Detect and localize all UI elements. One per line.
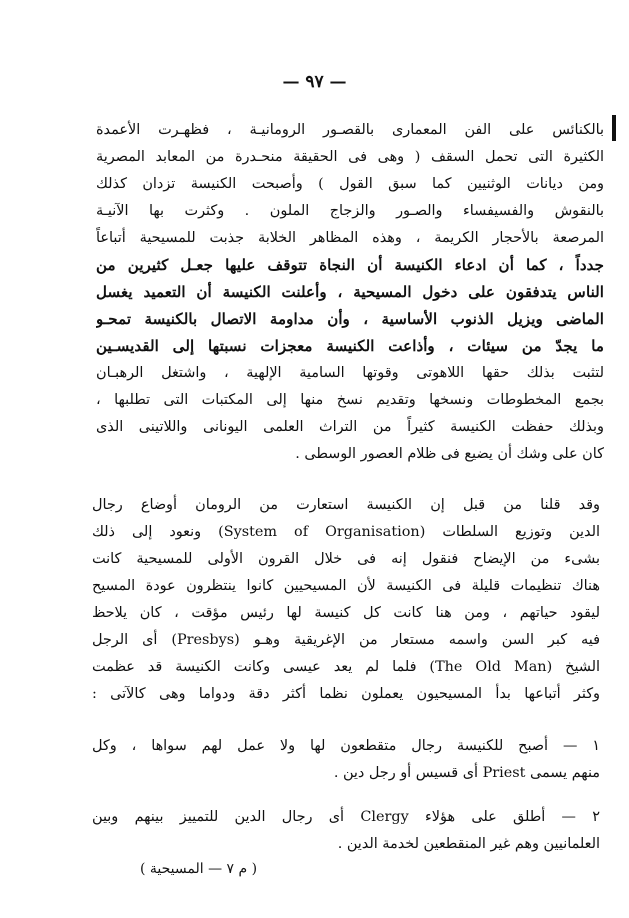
text-line: بالنقوش والفسيفساء والصـور والزجاج الملون . وكثرت بها الآنيـة [96, 203, 604, 219]
list-item-1 [92, 733, 600, 787]
text-line: منهم يسمى Priest أى قسيس أو رجل دين . [333, 765, 600, 781]
text-line: ما يجدّ من سيئات ، وأذاعت الكنيسة معجزات نسبتها إلى القديسـين [96, 337, 604, 355]
text-line: الكثيرة التى تحمل السقف ( وهى فى الحقيقة منحـدرة من المعابد المصرية [96, 149, 604, 165]
text-line: الناس يتدفقون على دخول المسيحية ، وأعلنت الكنيسة أن التعميد يغسل [96, 283, 604, 301]
text-line: ٢ — أطلق على هؤلاء Clergy أى رجال الدين للتمييز بينهم وبين [92, 809, 600, 825]
text-line: الدين وتوزيع السلطات (System of Organisation) ونعود إلى ذلك [92, 524, 600, 540]
page-number: — ٩٧ — [282, 72, 347, 92]
text-line: ١ — أصبح للكنيسة رجال متقطعون لها ولا عمل لهم سواها ، وكل [92, 738, 600, 754]
paragraph-2 [92, 492, 600, 708]
text-line: العلمانيين وهم غير المنقطعين لخدمة الدين . [337, 836, 600, 852]
text-line: بجمع المخطوطات ونسخها وتقديم نسخ منها إلى المكتبات التى تطلبها ، [96, 392, 604, 408]
text-line: هناك تنظيمات قليلة فى الكنيسة لأن المسيحيين كانوا ينتظرون عودة المسيح [92, 578, 600, 594]
text-line: وقد قلنا من قبل إن الكنيسة استعارت من الرومان أوضاع رجال [92, 497, 600, 513]
text-line: كان على وشك أن يضيع فى ظلام العصور الوسطى . [295, 446, 604, 462]
text-line: ليقود حياتهم ، ومن هنا كانت كل كنيسة لها رئيس مؤقت ، كان يلاحظ [92, 605, 600, 621]
text-line: بشىء من الإيضاح فنقول إنه فى خلال القرون الأولى للمسيحية كانت [92, 551, 600, 567]
text-line: الماضى ويزيل الذنوب الأساسية ، وأن مداومة الاتصال بالكنيسة تمحـو [96, 310, 604, 328]
text-line: جدداً ، كما أن ادعاء الكنيسة أن النجاة تتوقف عليها جعـل كثيرين من [96, 256, 604, 274]
text-line: وكثر أتباعها بدأ المسيحيون يعملون نظما أكثر دقة ودواما وهى كالآتى : [92, 686, 600, 702]
text-line: فيه كبر السن واسمه مستعار من الإغريقية وهـو (Presbys) أى الرجل [92, 632, 600, 648]
text-line: الشيخ (The Old Man) فلما لم يعد عيسى وكانت الكنيسة قد عظمت [92, 659, 600, 675]
signature-footer: ( م ٧ — المسيحية ) [140, 861, 258, 877]
text-line: وبذلك حفظت الكنيسة كثيراً من التراث العلمى اليونانى واللاتينى الذى [96, 419, 604, 435]
text-line: لتثبت بذلك حقها اللاهوتى وقوتها السامية الإلهية ، واشتغل الرهبـان [96, 365, 604, 381]
text-line: المرصعة بالأحجار الكريمة ، وهذه المظاهر الخلابة جذبت للمسيحية أتباعاً [96, 230, 604, 246]
text-line: بالكنائس على الفن المعمارى بالقصـور الرومانيـة ، فظهـرت الأعمدة [96, 122, 604, 138]
margin-mark [612, 115, 616, 141]
list-item-2 [92, 804, 600, 858]
text-line: ومن ديانات الوثنيين كما سبق القول ) وأصبحت الكنيسة تزدان كذلك [96, 176, 604, 192]
paragraph-1 [96, 117, 604, 468]
